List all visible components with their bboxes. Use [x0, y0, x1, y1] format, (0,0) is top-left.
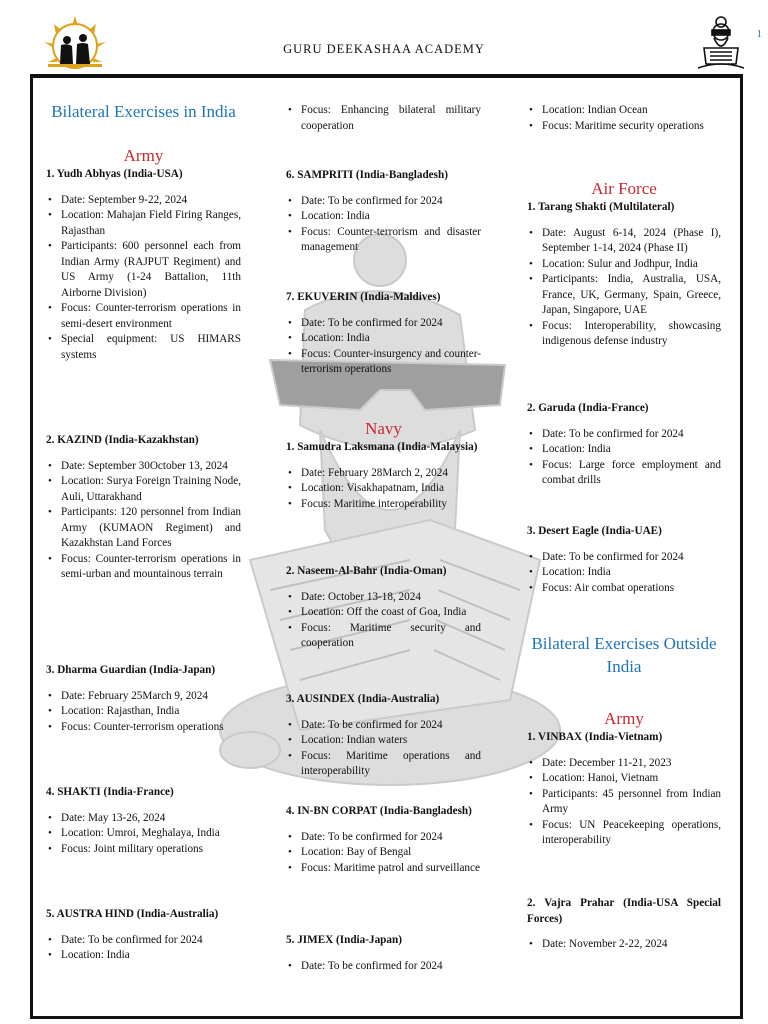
- exercise-block: [286, 168, 481, 256]
- bullet-item: • Location: Surya Foreign Training Node, Auli, Uttarakhand: [46, 474, 241, 505]
- academy-name: GURU DEEKASHAA ACADEMY: [283, 42, 485, 56]
- bullet-item: • Date: August 6-14, 2024 (Phase I), September 1-14, 2024 (Phase II): [527, 226, 721, 257]
- exercise-block: [527, 524, 721, 596]
- bullet-item: • Participants: 120 personnel from Indian Army (KUMAON Regiment) and Kazakhstan Land Forces: [46, 505, 241, 552]
- bullet-item: • Focus: Counter-insurgency and counter-terrorism operations: [286, 347, 481, 378]
- bullet-item: • Date: November 2-22, 2024: [527, 937, 721, 953]
- bullet-item: • Focus: Maritime patrol and surveillance: [286, 861, 481, 877]
- exercise-title: 3. Dharma Guardian (India-Japan): [46, 664, 216, 676]
- exercise-continuation: [527, 103, 721, 134]
- bullet-item: • Special equipment: US HIMARS systems: [46, 332, 241, 363]
- column-1: [46, 100, 241, 363]
- exercise-title: 1. Samudra Laksmana (India-Malaysia): [286, 441, 478, 453]
- bullet-item: • Location: Visakhapatnam, India: [286, 481, 481, 497]
- exercise-bullet-list: [286, 466, 481, 513]
- bullet-item: • Date: To be confirmed for 2024: [527, 550, 721, 566]
- page-number: 1: [756, 28, 762, 40]
- exercise-bullet-list: [286, 590, 481, 652]
- exercise-title: 2. Vajra Prahar (India-USA Special Forces): [527, 897, 721, 925]
- exercise-bullet-list: [527, 226, 721, 350]
- exercise-title: 1. Yudh Abhyas (India-USA): [46, 168, 183, 180]
- exercise-bullet-list: [286, 103, 481, 134]
- exercise-continuation: [286, 103, 481, 134]
- subsection-army: Army: [123, 146, 164, 165]
- sage-reading-icon: [692, 14, 750, 74]
- bullet-item: • Location: Mahajan Field Firing Ranges, Rajasthan: [46, 208, 241, 239]
- bullet-item: • Focus: Joint military operations: [46, 842, 241, 858]
- exercise-title: 5. JIMEX (India-Japan): [286, 934, 402, 946]
- bullet-item: • Location: Off the coast of Goa, India: [286, 605, 481, 621]
- bullet-item: • Location: Hanoi, Vietnam: [527, 771, 721, 787]
- exercise-block: [46, 663, 241, 735]
- exercise-block: [286, 692, 481, 780]
- exercise-bullet-list: [527, 427, 721, 489]
- exercise-bullet-list: [286, 316, 481, 378]
- exercise-bullet-list: [527, 756, 721, 849]
- exercise-title: 4. IN-BN CORPAT (India-Bangladesh): [286, 805, 472, 817]
- bullet-item: • Date: To be confirmed for 2024: [527, 427, 721, 443]
- exercise-title: 1. VINBAX (India-Vietnam): [527, 731, 663, 743]
- exercise-bullet-list: [46, 193, 241, 364]
- exercise-bullet-list: [46, 459, 241, 583]
- exercise-block: [46, 907, 241, 964]
- bullet-item: • Date: To be confirmed for 2024: [286, 194, 481, 210]
- navy-section: [286, 418, 481, 512]
- exercise-title: 2. KAZIND (India-Kazakhstan): [46, 434, 199, 446]
- bullet-item: • Date: December 11-21, 2023: [527, 756, 721, 772]
- bullet-item: • Date: February 28March 2, 2024: [286, 466, 481, 482]
- bullet-item: • Date: To be confirmed for 2024: [286, 316, 481, 332]
- bullet-item: • Focus: Counter-terrorism operations in semi-urban and mountainous terrain: [46, 552, 241, 583]
- exercise-title: 2. Garuda (India-France): [527, 402, 649, 414]
- bullet-item: • Location: India: [46, 948, 241, 964]
- bullet-item: • Location: Indian waters: [286, 733, 481, 749]
- exercise-title: 7. EKUVERIN (India-Maldives): [286, 291, 441, 303]
- bullet-item: • Focus: Enhancing bilateral military cooperation: [286, 103, 481, 134]
- bullet-item: • Date: May 13-26, 2024: [46, 811, 241, 827]
- exercise-title: 3. AUSINDEX (India-Australia): [286, 693, 440, 705]
- exercise-block: [286, 564, 481, 652]
- bullet-item: • Participants: India, Australia, USA, France, UK, Germany, Spain, Greece, Japan, Singapore, UAE: [527, 272, 721, 319]
- exercise-bullet-list: [286, 959, 481, 975]
- section-title-outside-india: Bilateral Exercises Outside India: [531, 634, 717, 676]
- outside-india-section: [527, 632, 721, 849]
- exercise-block: [286, 290, 481, 378]
- bullet-item: • Date: October 13-18, 2024: [286, 590, 481, 606]
- subsection-army-outside: Army: [604, 709, 644, 728]
- air-force-section: [527, 178, 721, 350]
- bullet-item: • Location: India: [527, 442, 721, 458]
- bullet-item: • Focus: Maritime interoperability: [286, 497, 481, 513]
- exercise-title: 2. Naseem-Al-Bahr (India-Oman): [286, 565, 447, 577]
- exercise-bullet-list: [286, 830, 481, 877]
- bullet-item: • Date: September 30October 13, 2024: [46, 459, 241, 475]
- bullet-item: • Location: India: [527, 565, 721, 581]
- exercise-bullet-list: [286, 718, 481, 780]
- section-title-in-india: Bilateral Exercises in India: [51, 102, 236, 121]
- bullet-item: • Date: To be confirmed for 2024: [286, 830, 481, 846]
- exercise-bullet-list: [46, 933, 241, 964]
- bullet-item: • Location: Bay of Bengal: [286, 845, 481, 861]
- bullet-item: • Location: Rajasthan, India: [46, 704, 241, 720]
- exercise-block: [46, 785, 241, 857]
- exercise-block: [46, 433, 241, 583]
- exercise-block: [527, 401, 721, 489]
- bullet-item: • Focus: Air combat operations: [527, 581, 721, 597]
- bullet-item: • Focus: Interoperability, showcasing indigenous defense industry: [527, 319, 721, 350]
- exercise-bullet-list: [527, 103, 721, 134]
- exercise-block: [286, 804, 481, 876]
- bullet-item: • Location: India: [286, 209, 481, 225]
- exercise-block: [286, 933, 481, 974]
- bullet-item: • Focus: Maritime security and cooperation: [286, 621, 481, 652]
- exercise-bullet-list: [46, 811, 241, 858]
- bullet-item: • Focus: UN Peacekeeping operations, interoperability: [527, 818, 721, 849]
- exercise-bullet-list: [527, 550, 721, 597]
- bullet-item: • Date: September 9-22, 2024: [46, 193, 241, 209]
- bullet-item: • Location: Indian Ocean: [527, 103, 721, 119]
- bullet-item: • Date: To be confirmed for 2024: [46, 933, 241, 949]
- bullet-item: • Date: To be confirmed for 2024: [286, 718, 481, 734]
- bullet-item: • Focus: Counter-terrorism operations: [46, 720, 241, 736]
- exercise-title: 3. Desert Eagle (India-UAE): [527, 525, 662, 537]
- bullet-item: • Focus: Maritime security operations: [527, 119, 721, 135]
- exercise-title: 6. SAMPRITI (India-Bangladesh): [286, 169, 448, 181]
- bullet-item: • Focus: Maritime operations and interoperability: [286, 749, 481, 780]
- exercise-bullet-list: [527, 937, 721, 953]
- subsection-navy: Navy: [365, 419, 402, 438]
- subsection-air-force: Air Force: [591, 179, 657, 198]
- exercise-block: [527, 896, 721, 953]
- bullet-item: • Focus: Large force employment and combat drills: [527, 458, 721, 489]
- bullet-item: • Location: Sulur and Jodhpur, India: [527, 257, 721, 273]
- bullet-item: • Focus: Counter-terrorism and disaster management: [286, 225, 481, 256]
- bullet-item: • Location: Umroi, Meghalaya, India: [46, 826, 241, 842]
- bullet-item: • Participants: 600 personnel each from Indian Army (RAJPUT Regiment) and US Army (1-24 Battalion, 11th Airborne Division): [46, 239, 241, 301]
- bullet-item: • Participants: 45 personnel from Indian Army: [527, 787, 721, 818]
- bullet-item: • Date: February 25March 9, 2024: [46, 689, 241, 705]
- bullet-item: • Focus: Counter-terrorism operations in semi-desert environment: [46, 301, 241, 332]
- exercise-bullet-list: [286, 194, 481, 256]
- exercise-title: 4. SHAKTI (India-France): [46, 786, 174, 798]
- exercise-bullet-list: [46, 689, 241, 736]
- bullet-item: • Location: India: [286, 331, 481, 347]
- exercise-title: 1. Tarang Shakti (Multilateral): [527, 201, 675, 213]
- bullet-item: • Date: To be confirmed for 2024: [286, 959, 481, 975]
- exercise-title: 5. AUSTRA HIND (India-Australia): [46, 908, 219, 920]
